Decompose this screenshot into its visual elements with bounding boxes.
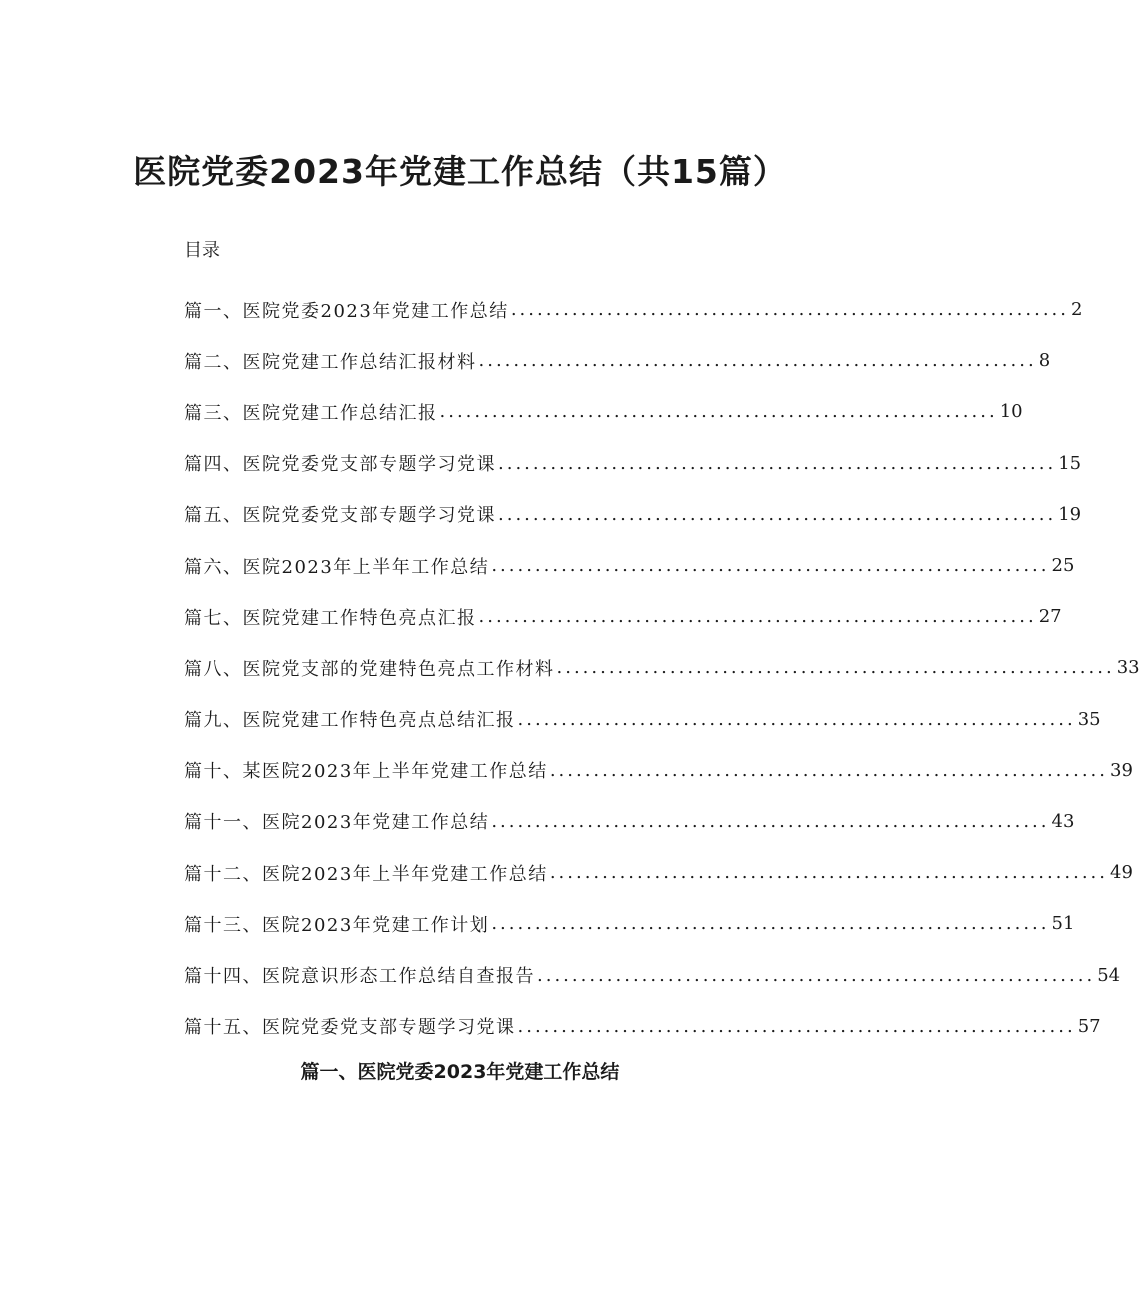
toc-dot-leader: ................................................................ — [478, 350, 1037, 372]
toc-dot-leader: ................................................................ — [439, 401, 998, 423]
toc-entry-page: 25 — [1051, 555, 1075, 577]
toc-dot-leader: ................................................................ — [510, 299, 1069, 321]
toc-entry[interactable] — [184, 847, 1133, 898]
toc-entry[interactable] — [184, 898, 1075, 949]
toc-entry-label: 篇四、医院党委党支部专题学习党课 — [184, 454, 496, 476]
toc-entry[interactable] — [184, 796, 1075, 847]
toc-dot-leader: ................................................................ — [549, 862, 1108, 884]
toc-entry-label: 篇九、医院党建工作特色亮点总结汇报 — [184, 710, 516, 732]
toc-entry-label: 篇十一、医院2023年党建工作总结 — [184, 812, 490, 834]
toc-entry-label: 篇十五、医院党委党支部专题学习党课 — [184, 1017, 516, 1039]
toc-entry-page: 8 — [1038, 350, 1051, 372]
toc-entry-page: 33 — [1116, 657, 1140, 679]
toc-entry-label: 篇五、医院党委党支部专题学习党课 — [184, 505, 496, 527]
toc-entry-page: 43 — [1051, 810, 1075, 832]
toc-entry[interactable] — [184, 1001, 1101, 1052]
toc-entry[interactable] — [184, 642, 1140, 693]
toc-entry[interactable] — [184, 489, 1082, 540]
toc-entry[interactable] — [184, 949, 1121, 1000]
toc-entry-label: 篇十四、医院意识形态工作总结自查报告 — [184, 966, 535, 988]
toc-dot-leader: ................................................................ — [491, 810, 1050, 832]
toc-entry[interactable] — [184, 591, 1062, 642]
toc-dot-leader: ................................................................ — [478, 606, 1037, 628]
toc-entry-page: 54 — [1097, 964, 1121, 986]
toc-entry-page: 2 — [1071, 299, 1083, 321]
table-of-contents — [184, 284, 1140, 1052]
toc-dot-leader: ................................................................ — [491, 913, 1050, 935]
toc-entry-page: 27 — [1038, 606, 1062, 628]
toc-entry-page: 57 — [1077, 1015, 1101, 1037]
toc-entry-label: 篇八、医院党支部的党建特色亮点工作材料 — [184, 658, 555, 680]
toc-entry[interactable] — [184, 694, 1101, 745]
toc-dot-leader: ................................................................ — [498, 503, 1057, 525]
toc-entry[interactable] — [184, 745, 1133, 796]
toc-entry-label: 篇十二、医院2023年上半年党建工作总结 — [184, 863, 548, 885]
toc-entry[interactable] — [184, 438, 1082, 489]
toc-dot-leader: ................................................................ — [537, 964, 1096, 986]
toc-entry-label: 篇六、医院2023年上半年工作总结 — [184, 556, 490, 578]
section-title: 篇一、医院党委2023年党建工作总结 — [300, 1061, 620, 1083]
toc-entry-page: 49 — [1110, 862, 1133, 884]
toc-dot-leader: ................................................................ — [517, 1015, 1076, 1037]
toc-entry-page: 10 — [999, 401, 1023, 423]
toc-entry-label: 篇二、医院党建工作总结汇报材料 — [184, 351, 477, 373]
toc-dot-leader: ................................................................ — [549, 759, 1108, 781]
toc-entry-page: 15 — [1058, 452, 1082, 474]
toc-dot-leader: ................................................................ — [498, 452, 1057, 474]
toc-entry-page: 19 — [1058, 503, 1082, 525]
toc-dot-leader: ................................................................ — [556, 657, 1115, 679]
toc-entry-label: 篇三、医院党建工作总结汇报 — [184, 402, 438, 424]
toc-entry[interactable] — [184, 284, 1083, 335]
toc-entry-page: 35 — [1077, 708, 1101, 730]
toc-entry[interactable] — [184, 540, 1075, 591]
toc-dot-leader: ................................................................ — [517, 708, 1076, 730]
toc-entry-page: 39 — [1110, 759, 1133, 781]
toc-entry[interactable] — [184, 335, 1051, 386]
toc-entry-label: 篇七、医院党建工作特色亮点汇报 — [184, 607, 477, 629]
toc-entry[interactable] — [184, 386, 1023, 437]
toc-dot-leader: ................................................................ — [491, 555, 1050, 577]
toc-entry-page: 51 — [1051, 913, 1075, 935]
toc-heading: 目录 — [184, 240, 220, 261]
toc-entry-label: 篇一、医院党委2023年党建工作总结 — [184, 300, 509, 322]
document-title: 医院党委2023年党建工作总结（共15篇） — [133, 152, 787, 191]
toc-entry-label: 篇十三、医院2023年党建工作计划 — [184, 914, 490, 936]
toc-entry-label: 篇十、某医院2023年上半年党建工作总结 — [184, 761, 548, 783]
